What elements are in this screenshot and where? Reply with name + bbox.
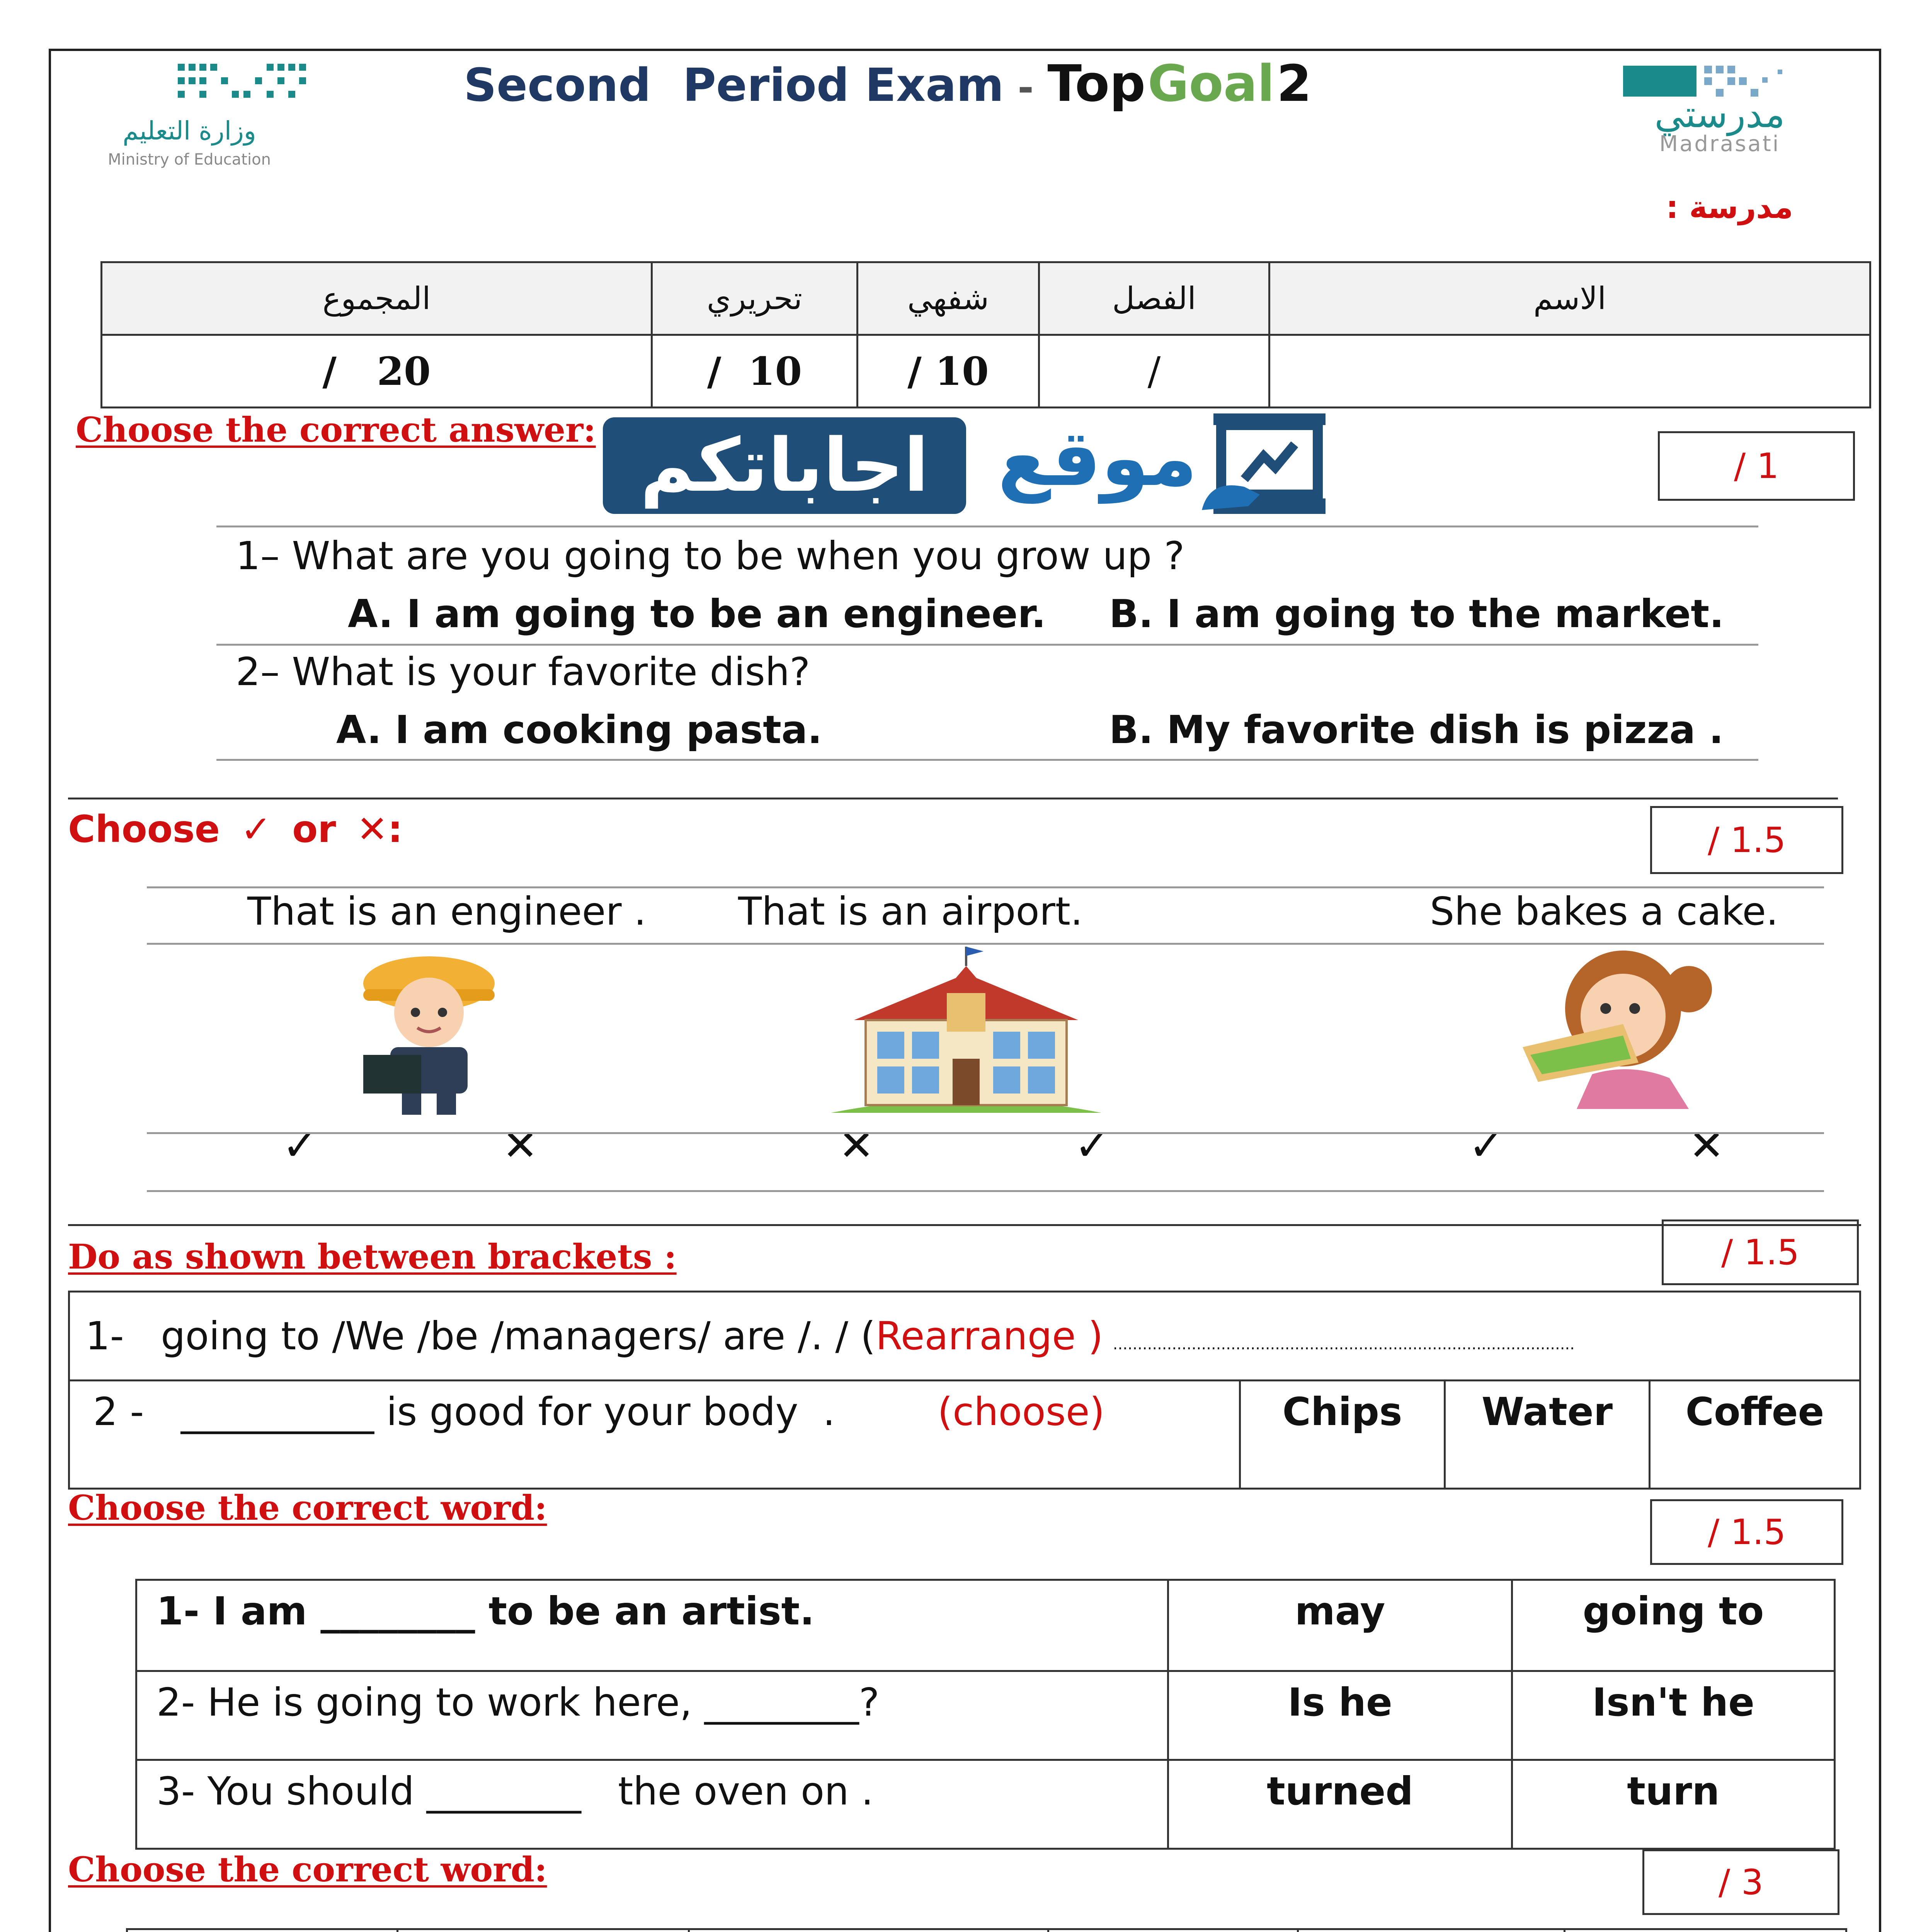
section3-score: / 1.5 <box>1662 1219 1859 1285</box>
section4-heading: Choose the correct word: <box>68 1488 547 1528</box>
sentence-cake: She bakes a cake. <box>1430 889 1778 934</box>
q1-option-a-label: A. I am going to be an engineer. <box>348 591 1046 636</box>
score-header-class: الفصل <box>1039 262 1269 335</box>
word-q1: 1- I am ________ to be an artist. <box>136 1580 1168 1671</box>
madrasati-name-ar: مدرستي <box>1654 93 1785 136</box>
q2-option-a-label: A. I am cooking pasta. <box>336 707 822 752</box>
girl-eating-sandwich-icon <box>1507 947 1724 1113</box>
school-icon <box>831 943 1101 1117</box>
option-coffee[interactable]: Coffee <box>1650 1381 1860 1489</box>
word-q1-option-going-to[interactable]: going to <box>1512 1580 1835 1671</box>
section2-line-top <box>147 886 1824 888</box>
madrasati-name-en: Madrasati <box>1659 131 1780 156</box>
ministry-name-ar: وزارة التعليم <box>123 116 256 146</box>
section2-score: / 1.5 <box>1650 806 1843 874</box>
watermark-answers: اجاباتكم <box>603 417 966 514</box>
score-header-written: تحريري <box>652 262 858 335</box>
score-written: / 10 <box>652 335 858 408</box>
section1-line-top <box>216 526 1758 527</box>
score-header-name: الاسم <box>1269 262 1870 335</box>
section1-line-bottom <box>216 759 1758 761</box>
rearrange-text: 1- going to /We /be /managers/ are /. / ( <box>85 1313 876 1359</box>
word-q2-option-is-he[interactable]: Is he <box>1168 1671 1512 1760</box>
check-icon: ✓ <box>240 808 272 851</box>
stage-image-cell <box>1048 1929 1298 1932</box>
airport-check-mark[interactable]: ✓ <box>1074 1121 1110 1170</box>
pilot-image-cell <box>1298 1929 1565 1932</box>
word-q2: 2- He is going to work here, ________? <box>136 1671 1168 1760</box>
score-header-total: المجموع <box>102 262 652 335</box>
q1-option-a[interactable] <box>348 591 1046 636</box>
title-number: 2 <box>1276 54 1312 113</box>
score-total: / 20 <box>102 335 652 408</box>
rearrange-answer-line[interactable]: .............................................................................................. <box>1113 1335 1575 1353</box>
ministry-name-en: Ministry of Education <box>108 151 271 168</box>
school-label: مدرسة : <box>1666 189 1793 225</box>
score-header-oral: شفهي <box>858 262 1039 335</box>
choose-text: 2 - __________ is good for your body . <box>93 1389 835 1434</box>
title-goal: Goal <box>1147 54 1275 113</box>
smell-image-cell <box>127 1929 398 1932</box>
monitor-hand-icon <box>1198 410 1337 522</box>
q2-option-b-label: B. My favorite dish is pizza . <box>1109 707 1724 752</box>
section5-table <box>126 1928 1847 1932</box>
rearrange-row <box>69 1292 1860 1381</box>
airport-cross-mark[interactable]: ✕ <box>839 1121 875 1170</box>
title-dash: - <box>1018 65 1034 110</box>
cross-icon: ✕ <box>356 808 388 851</box>
title-exam: Second Period Exam <box>464 58 1004 112</box>
option-water[interactable]: Water <box>1445 1381 1650 1489</box>
section4-score: / 1.5 <box>1650 1499 1843 1565</box>
section5-score: / 3 <box>1642 1849 1839 1915</box>
section2-line-bottom <box>147 1190 1824 1192</box>
section2-line-marks-top <box>147 1132 1824 1134</box>
section3-table <box>68 1291 1861 1490</box>
section2-heading-choose: Choose <box>68 808 220 851</box>
section1-line-mid <box>216 644 1758 646</box>
section2-heading-colon: : <box>388 808 403 851</box>
section3-heading: Do as shown between brackets : <box>68 1236 677 1277</box>
choose-hint: (choose) <box>938 1389 1105 1434</box>
sentence-airport: That is an airport. <box>738 889 1083 934</box>
q1-text: 1– What are you going to be when you grow up ? <box>236 533 1185 578</box>
section5-heading: Choose the correct word: <box>68 1849 547 1889</box>
section1-score: / 1 <box>1658 431 1855 501</box>
rearrange-hint: Rearrange ) <box>875 1313 1103 1359</box>
engineer-icon <box>340 947 518 1117</box>
cake-check-mark[interactable]: ✓ <box>1468 1121 1504 1170</box>
yogurt-image-cell <box>398 1929 689 1932</box>
sentence-engineer: That is an engineer . <box>247 889 647 934</box>
word-q3-option-turn[interactable]: turn <box>1512 1760 1835 1849</box>
score-table <box>100 261 1871 408</box>
q2-option-b[interactable] <box>1109 707 1724 752</box>
option-chips[interactable]: Chips <box>1240 1381 1445 1489</box>
section4-table <box>135 1579 1836 1850</box>
title-top: Top <box>1047 54 1146 113</box>
q1-option-b[interactable] <box>1109 591 1724 636</box>
ministry-dots-icon <box>178 62 379 104</box>
word-q3-option-turned[interactable]: turned <box>1168 1760 1512 1849</box>
ministry-logo <box>85 62 301 174</box>
honey-image-cell <box>689 1929 1048 1932</box>
madrasati-logo <box>1615 62 1832 158</box>
cake-cross-mark[interactable]: ✕ <box>1689 1121 1725 1170</box>
engineer-check-mark[interactable]: ✓ <box>282 1121 318 1170</box>
score-oral: / 10 <box>858 335 1039 408</box>
score-class: / <box>1039 335 1269 408</box>
section2-heading-or: or <box>292 808 336 851</box>
engineer-cross-mark[interactable]: ✕ <box>502 1121 538 1170</box>
word-q3: 3- You should ________ the oven on . <box>136 1760 1168 1849</box>
page-title <box>464 54 1337 116</box>
q2-option-a[interactable] <box>336 707 822 752</box>
section-divider-2 <box>68 1224 1861 1226</box>
section1-heading: Choose the correct answer: <box>76 410 596 450</box>
q2-text: 2– What is your favorite dish? <box>236 649 810 694</box>
waiter-image-cell <box>1565 1929 1846 1932</box>
word-q1-option-may[interactable]: may <box>1168 1580 1512 1671</box>
choose-row <box>69 1381 1240 1489</box>
watermark-site: موقع <box>997 413 1198 503</box>
section-divider-1 <box>68 798 1838 799</box>
q1-option-b-label: B. I am going to the market. <box>1109 591 1724 636</box>
word-q2-option-isnt-he[interactable]: Isn't he <box>1512 1671 1835 1760</box>
site-watermark <box>603 410 1337 526</box>
section2-heading <box>68 808 403 851</box>
student-name-field[interactable] <box>1269 335 1870 408</box>
